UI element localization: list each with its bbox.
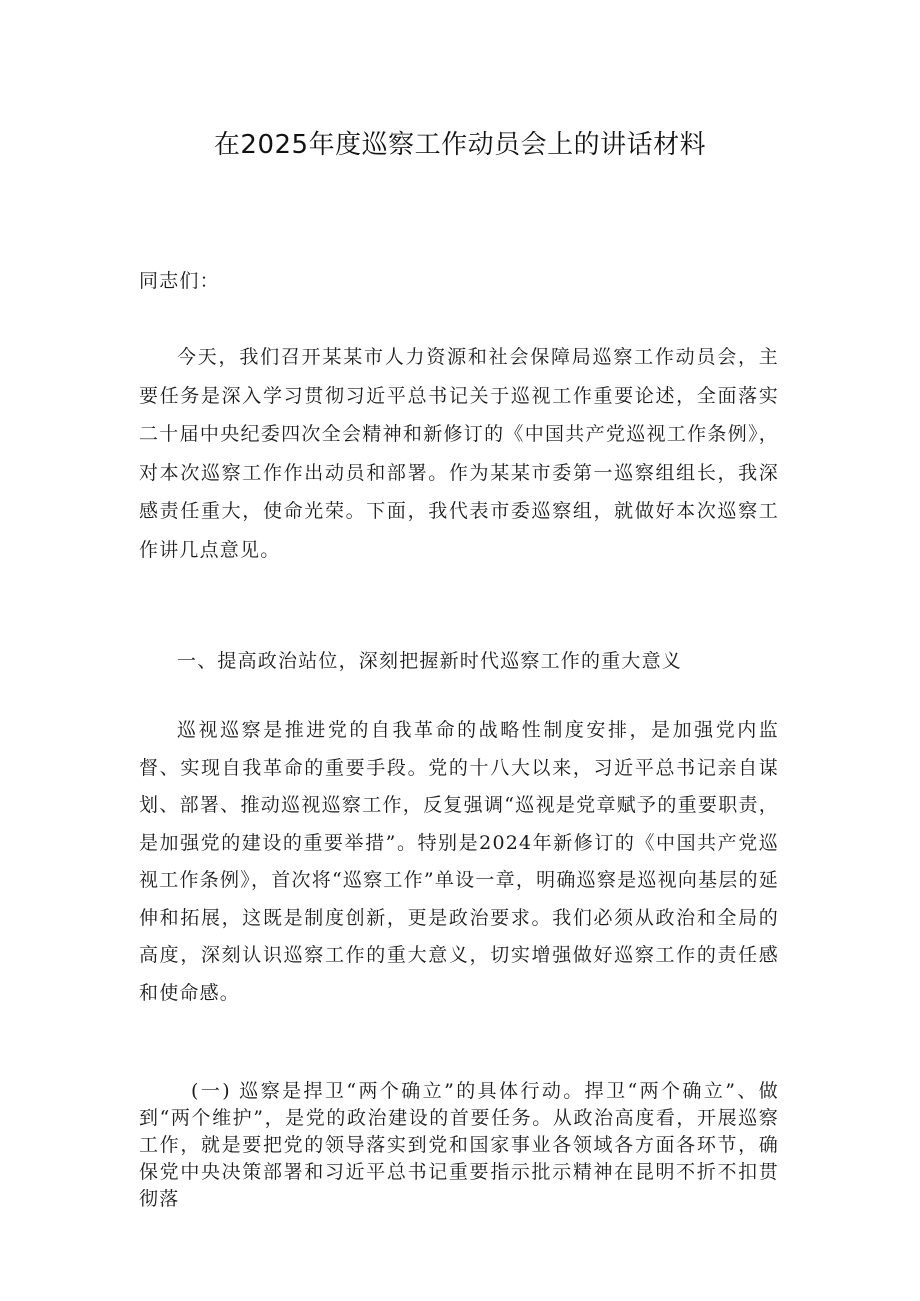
salutation: 同志们： [139,270,220,292]
paragraph-section-1: 巡视巡察是推进党的自我革命的战略性制度安排，是加强党内监督、实现自我革命的重要手段。党的十八大以来，习近平总书记亲自谋划、部署、推动巡视巡察工作，反复强调“巡视是党章赋予的重要职责，是加强党的建设的重要举措”。特别是2024年新修订的《中国共产党巡视工作条例》，首次将“巡察工作”单设一章，明确巡察是巡视向基层的延伸和拓展，这既是制度创新，更是政治要求。我们必须从政治和全局的高度，深刻认识巡察工作的重大意义，切实增强做好巡察工作的责任感和使命感。 [139,719,779,1004]
document-title: 在2025年度巡察工作动员会上的讲话材料 [213,130,707,160]
paragraph-subsection-1: (一) 巡察是捍卫“两个确立”的具体行动。捍卫“两个确立”、做到“两个维护”，是党的政治建设的首要任务。从政治高度看，开展巡察工作，就是要把党的领导落实到党和国家事业各领域各方面各环节，确保党中央决策部署和习近平总书记重要指示批示精神在昆明不折不扣贯彻落 [139,1080,779,1210]
section-heading-1: 一、提高政治站位，深刻把握新时代巡察工作的重大意义 [177,650,683,672]
paragraph-intro: 今天，我们召开某某市人力资源和社会保障局巡察工作动员会，主要任务是深入学习贯彻习近平总书记关于巡视工作重要论述，全面落实二十届中央纪委四次全会精神和新修订的《中国共产党巡视工作条例》，对本次巡察工作作出动员和部署。作为某某市委第一巡察组组长，我深感责任重大，使命光荣。下面，我代表市委巡察组，就做好本次巡察工作讲几点意见。 [139,346,779,561]
